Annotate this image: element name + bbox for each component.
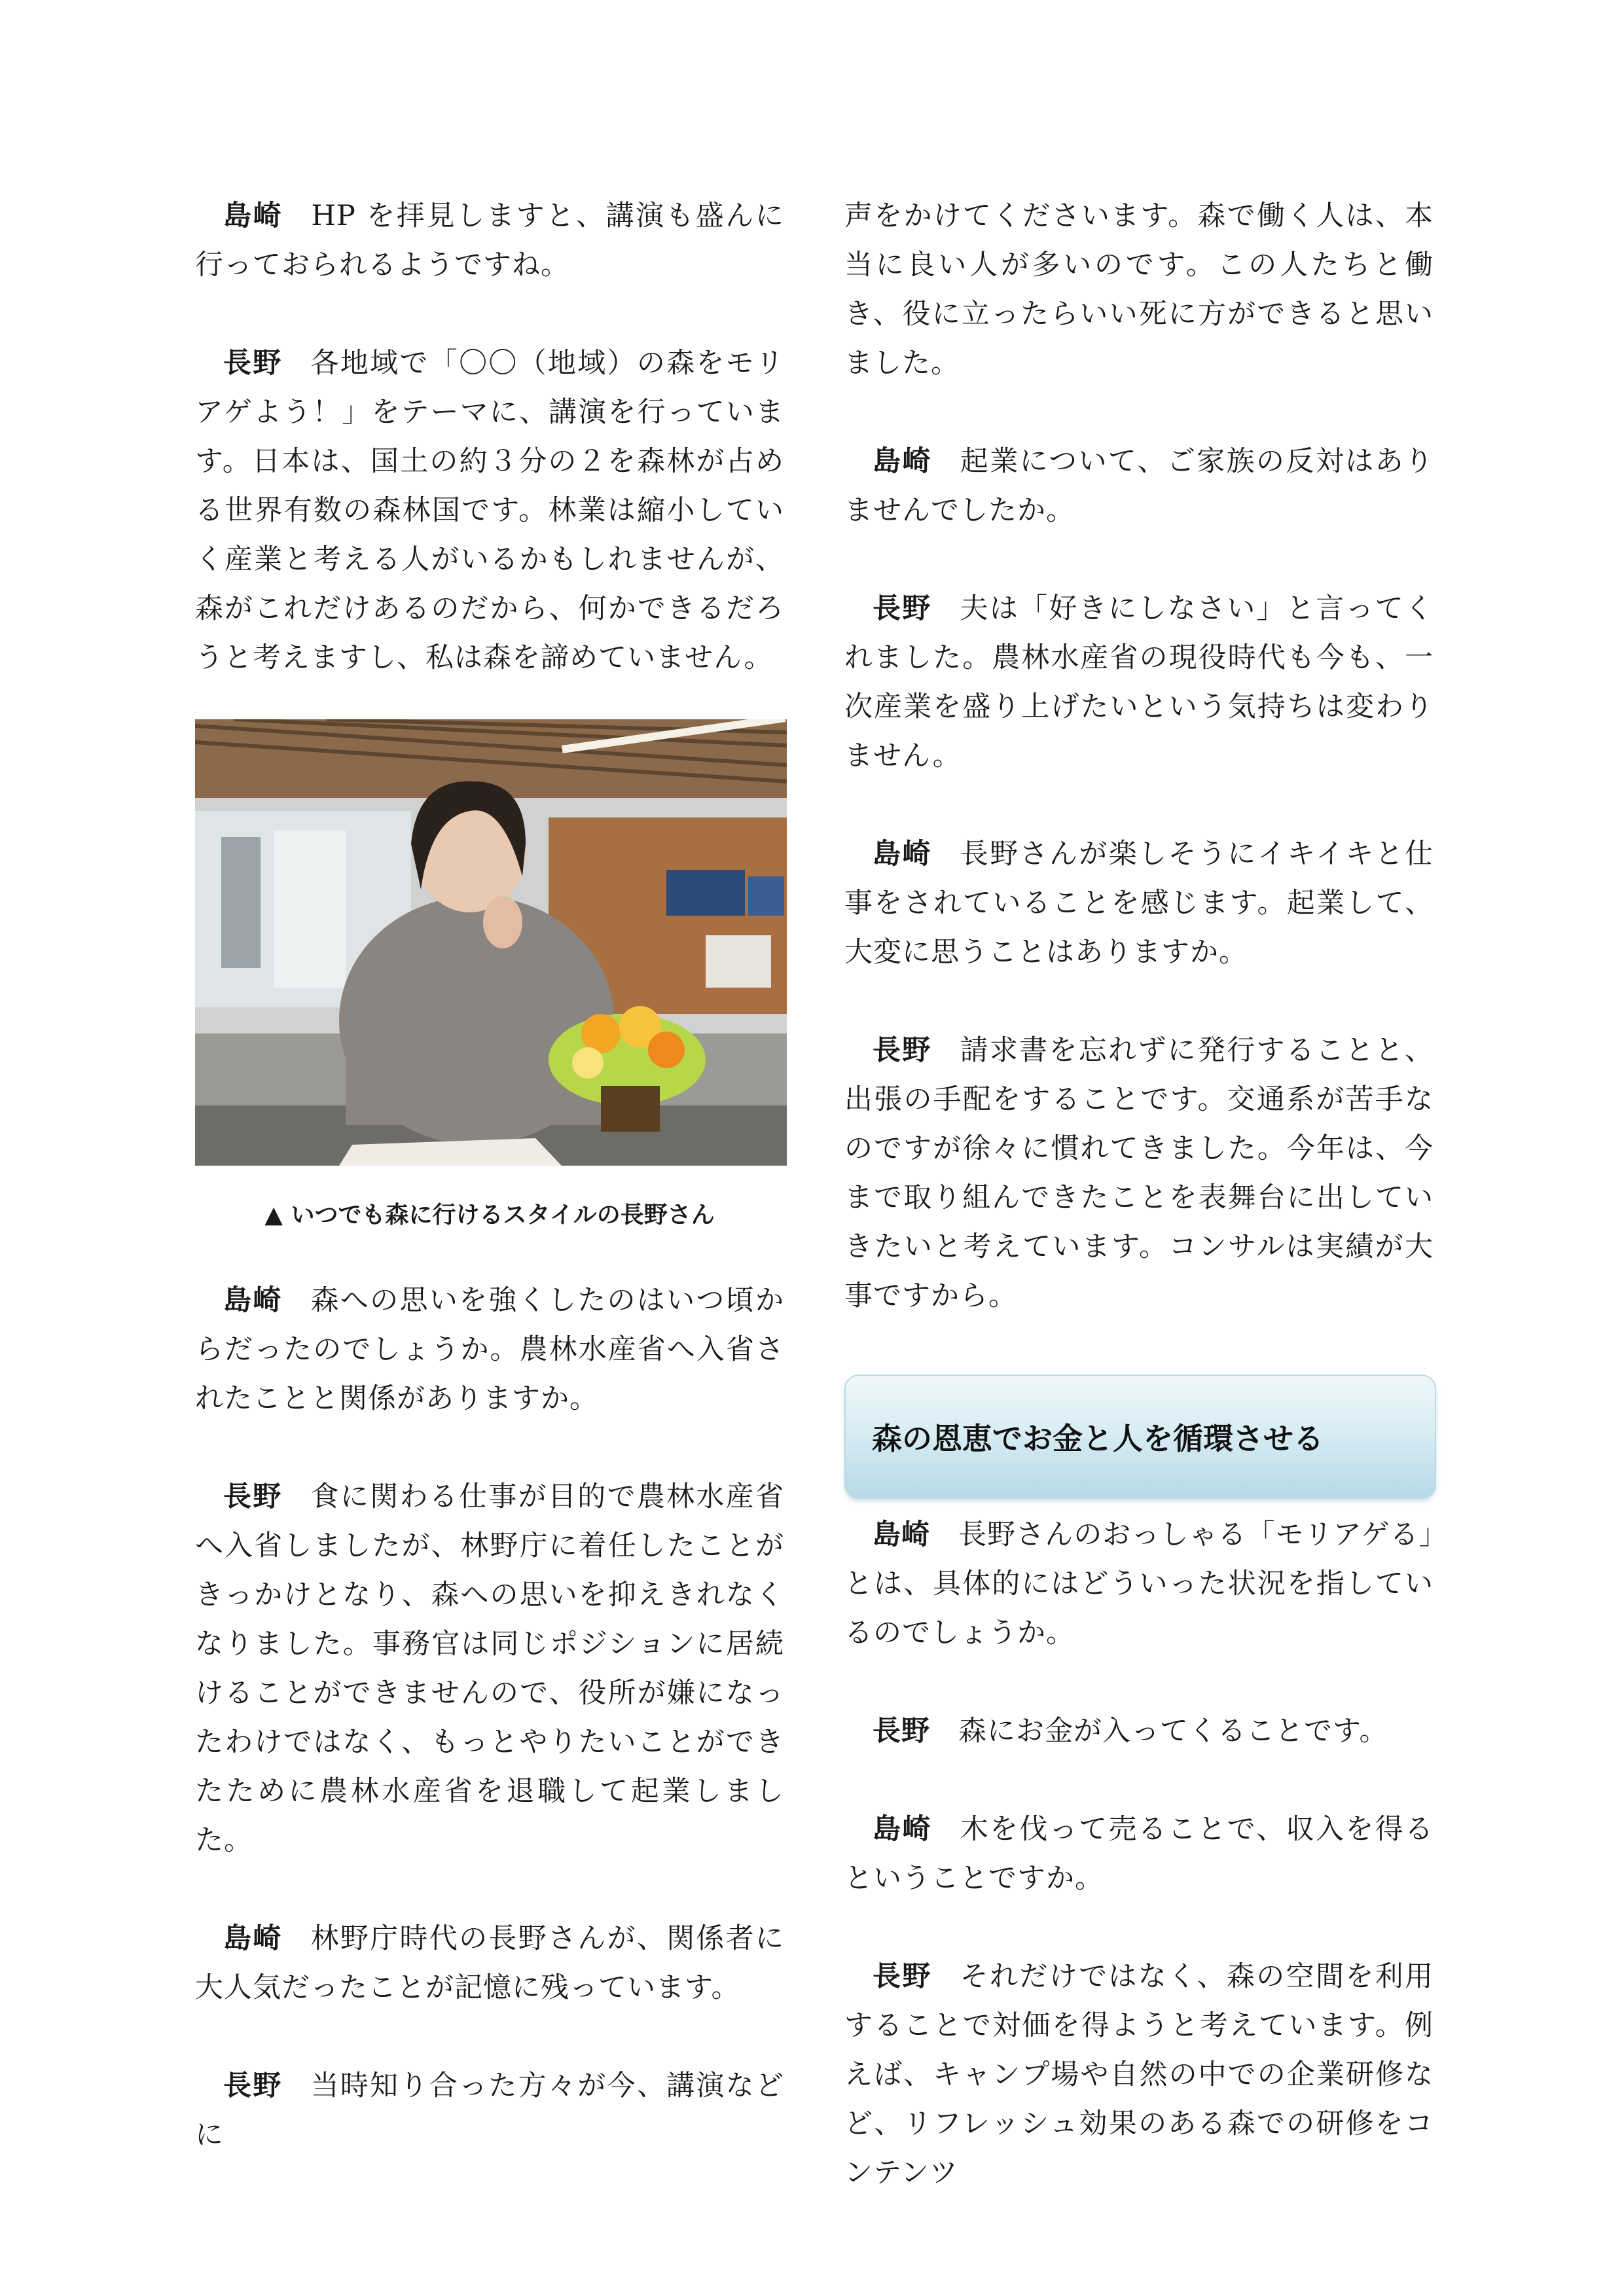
photo-caption: ▲ いつでも森に行けるスタイルの長野さん bbox=[264, 1202, 715, 1229]
speaker-label: 長野 bbox=[873, 1715, 930, 1748]
interview-paragraph bbox=[195, 1276, 784, 1424]
section-heading-box bbox=[844, 1374, 1436, 1499]
paragraph-text: 請求書を忘れずに発行することと、出張の手配をすることです。交通系が苦手なのですが徐々に慣れてきました。今年は、今まで取り組んできたことを表舞台に出していきたいと考えています。コンサルは実績が大事ですから。 bbox=[844, 1034, 1434, 1312]
speaker-label: 島崎 bbox=[223, 1284, 283, 1317]
speaker-label: 長野 bbox=[873, 1960, 932, 1993]
interview-paragraph bbox=[844, 437, 1434, 535]
interview-paragraph bbox=[844, 1805, 1434, 1903]
speaker-label: 島崎 bbox=[223, 200, 283, 232]
interview-paragraph bbox=[195, 1473, 784, 1865]
speaker-label: 長野 bbox=[873, 1034, 932, 1067]
paragraph-text: それだけではなく、森の空間を利用することで対価を得ようと考えています。例えば、キャンプ場や自然の中での企業研修など、リフレッシュ効果のある森での研修をコンテンツ bbox=[844, 1960, 1434, 2189]
interview-paragraph bbox=[844, 1707, 1434, 1756]
interview-paragraph bbox=[844, 192, 1434, 388]
paragraph-text: 声をかけてくださいます。森で働く人は、本当に良い人が多いのです。この人たちと働き、役に立ったらいい死に方ができると思いました。 bbox=[844, 200, 1434, 380]
interview-paragraph bbox=[195, 339, 784, 683]
speaker-label: 島崎 bbox=[873, 838, 932, 870]
paragraph-text: 起業について、ご家族の反対はありませんでしたか。 bbox=[844, 445, 1434, 527]
paragraph-text: 当時知り合った方々が今、講演などに bbox=[195, 2070, 785, 2151]
speaker-label: 島崎 bbox=[873, 1518, 931, 1551]
paragraph-text: 長野さんのおっしゃる「モリアゲる」とは、具体的にはどういった状況を指しているのでしょうか。 bbox=[844, 1518, 1434, 1649]
paragraph-text: 長野さんが楽しそうにイキイキと仕事をされていることを感じます。起業して、大変に思うことはありますか。 bbox=[844, 838, 1434, 969]
interview-paragraph bbox=[195, 192, 784, 290]
speaker-label: 長野 bbox=[873, 592, 932, 625]
speaker-label: 長野 bbox=[223, 347, 283, 380]
interview-photo bbox=[195, 719, 787, 1166]
left-column bbox=[195, 192, 784, 2160]
section-heading: 森の恩恵でお金と人を循環させる bbox=[872, 1421, 1324, 1456]
paragraph-text: 夫は「好きにしなさい」と言ってくれました。農林水産省の現役時代も今も、一次産業を盛り上げたいという気持ちは変わりません。 bbox=[844, 592, 1434, 772]
paragraph-text: 各地域で「〇〇（地域）の森をモリアゲよう！」をテーマに、講演を行っています。日本は、国土の約３分の２を森林が占める世界有数の森林国です。林業は縮小していく産業と考える人がいるかもしれませんが、森がこれだけあるのだから、何かできるだろうと考えますし、私は森を諦めていません。 bbox=[195, 347, 785, 674]
photo-illustration bbox=[195, 719, 787, 1166]
interview-paragraph bbox=[844, 1511, 1434, 1658]
paragraph-text: 木を伐って売ることで、収入を得るということですか。 bbox=[844, 1813, 1434, 1895]
speaker-label: 長野 bbox=[223, 2070, 283, 2102]
paragraph-text: HP を拝見しますと、講演も盛んに行っておられるようですね。 bbox=[195, 200, 785, 281]
paragraph-text: 林野庁時代の長野さんが、関係者に大人気だったことが記憶に残っています。 bbox=[195, 1922, 785, 2004]
interview-paragraph bbox=[195, 2062, 784, 2160]
speaker-label: 長野 bbox=[223, 1480, 283, 1513]
interview-paragraph bbox=[844, 1026, 1434, 1321]
right-column bbox=[844, 192, 1434, 2198]
speaker-label: 島崎 bbox=[873, 445, 932, 478]
interview-paragraph bbox=[195, 1914, 784, 2013]
paragraph-text: 森への思いを強くしたのはいつ頃からだったのでしょうか。農林水産省へ入省されたことと関係がありますか。 bbox=[195, 1284, 785, 1415]
interview-paragraph bbox=[844, 584, 1434, 781]
interview-paragraph bbox=[844, 1952, 1434, 2198]
speaker-label: 島崎 bbox=[873, 1813, 932, 1846]
paragraph-text: 森にお金が入ってくることです。 bbox=[958, 1715, 1388, 1748]
interview-paragraph bbox=[844, 830, 1434, 977]
paragraph-text: 食に関わる仕事が目的で農林水産省へ入省しましたが、林野庁に着任したことがきっかけとなり、森への思いを抑えきれなくなりました。事務官は同じポジションに居続けることができませんので、役所が嫌になったわけではなく、もっとやりたいことができたために農林水産省を退職して起業しました。 bbox=[195, 1480, 785, 1857]
speaker-label: 島崎 bbox=[223, 1922, 283, 1955]
